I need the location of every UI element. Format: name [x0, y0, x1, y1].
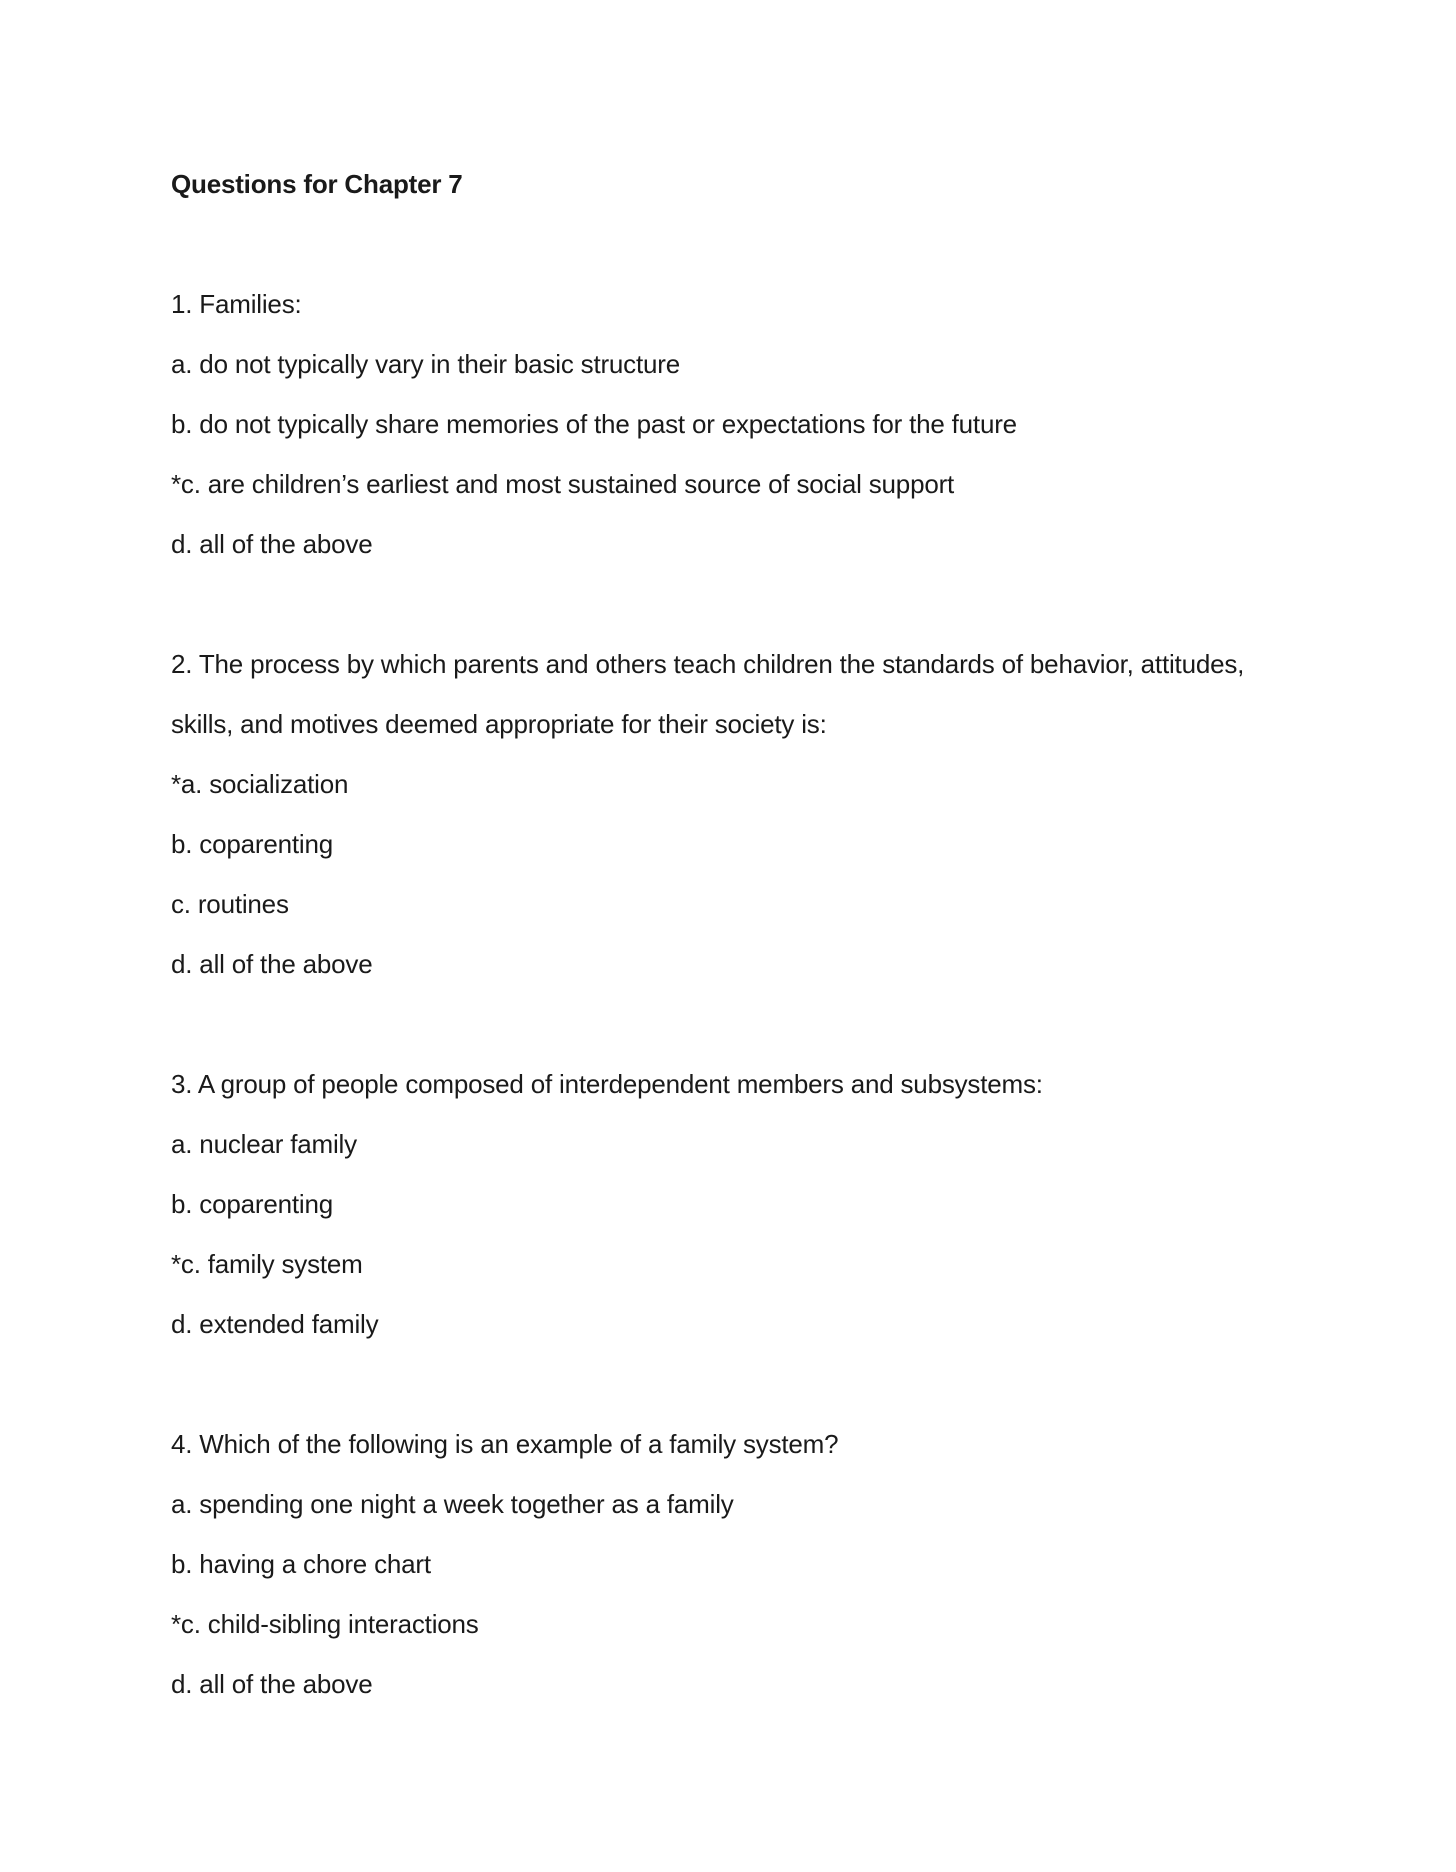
question-stem: 3. A group of people composed of interdependent members and subsystems: [171, 1069, 1043, 1099]
question-stem: 4. Which of the following is an example of a family system? [171, 1429, 839, 1459]
answer-option: b. do not typically share memories of the past or expectations for the future [171, 409, 1017, 439]
answer-option: d. all of the above [171, 949, 373, 979]
document-content [171, 166, 1321, 1702]
question-2 [171, 646, 1321, 982]
document-title: Questions for Chapter 7 [171, 169, 463, 199]
answer-option: a. nuclear family [171, 1129, 357, 1159]
question-stem: 2. The process by which parents and others teach children the standards of behavior, attitudes, [171, 649, 1245, 679]
answer-option: d. all of the above [171, 1669, 373, 1699]
question-stem: skills, and motives deemed appropriate for their society is: [171, 709, 827, 739]
question-1 [171, 286, 1321, 562]
answer-option-correct: *c. are children’s earliest and most sustained source of social support [171, 469, 955, 499]
answer-option: d. extended family [171, 1309, 379, 1339]
question-3 [171, 1066, 1321, 1342]
answer-option: a. spending one night a week together as a family [171, 1489, 734, 1519]
answer-option: b. coparenting [171, 829, 333, 859]
answer-option: c. routines [171, 889, 289, 919]
answer-option: a. do not typically vary in their basic structure [171, 349, 680, 379]
answer-option-correct: *c. child-sibling interactions [171, 1609, 479, 1639]
question-stem: 1. Families: [171, 289, 302, 319]
question-4 [171, 1426, 1321, 1702]
answer-option: b. coparenting [171, 1189, 333, 1219]
answer-option-correct: *a. socialization [171, 769, 349, 799]
answer-option: d. all of the above [171, 529, 373, 559]
answer-option-correct: *c. family system [171, 1249, 363, 1279]
answer-option: b. having a chore chart [171, 1549, 431, 1579]
